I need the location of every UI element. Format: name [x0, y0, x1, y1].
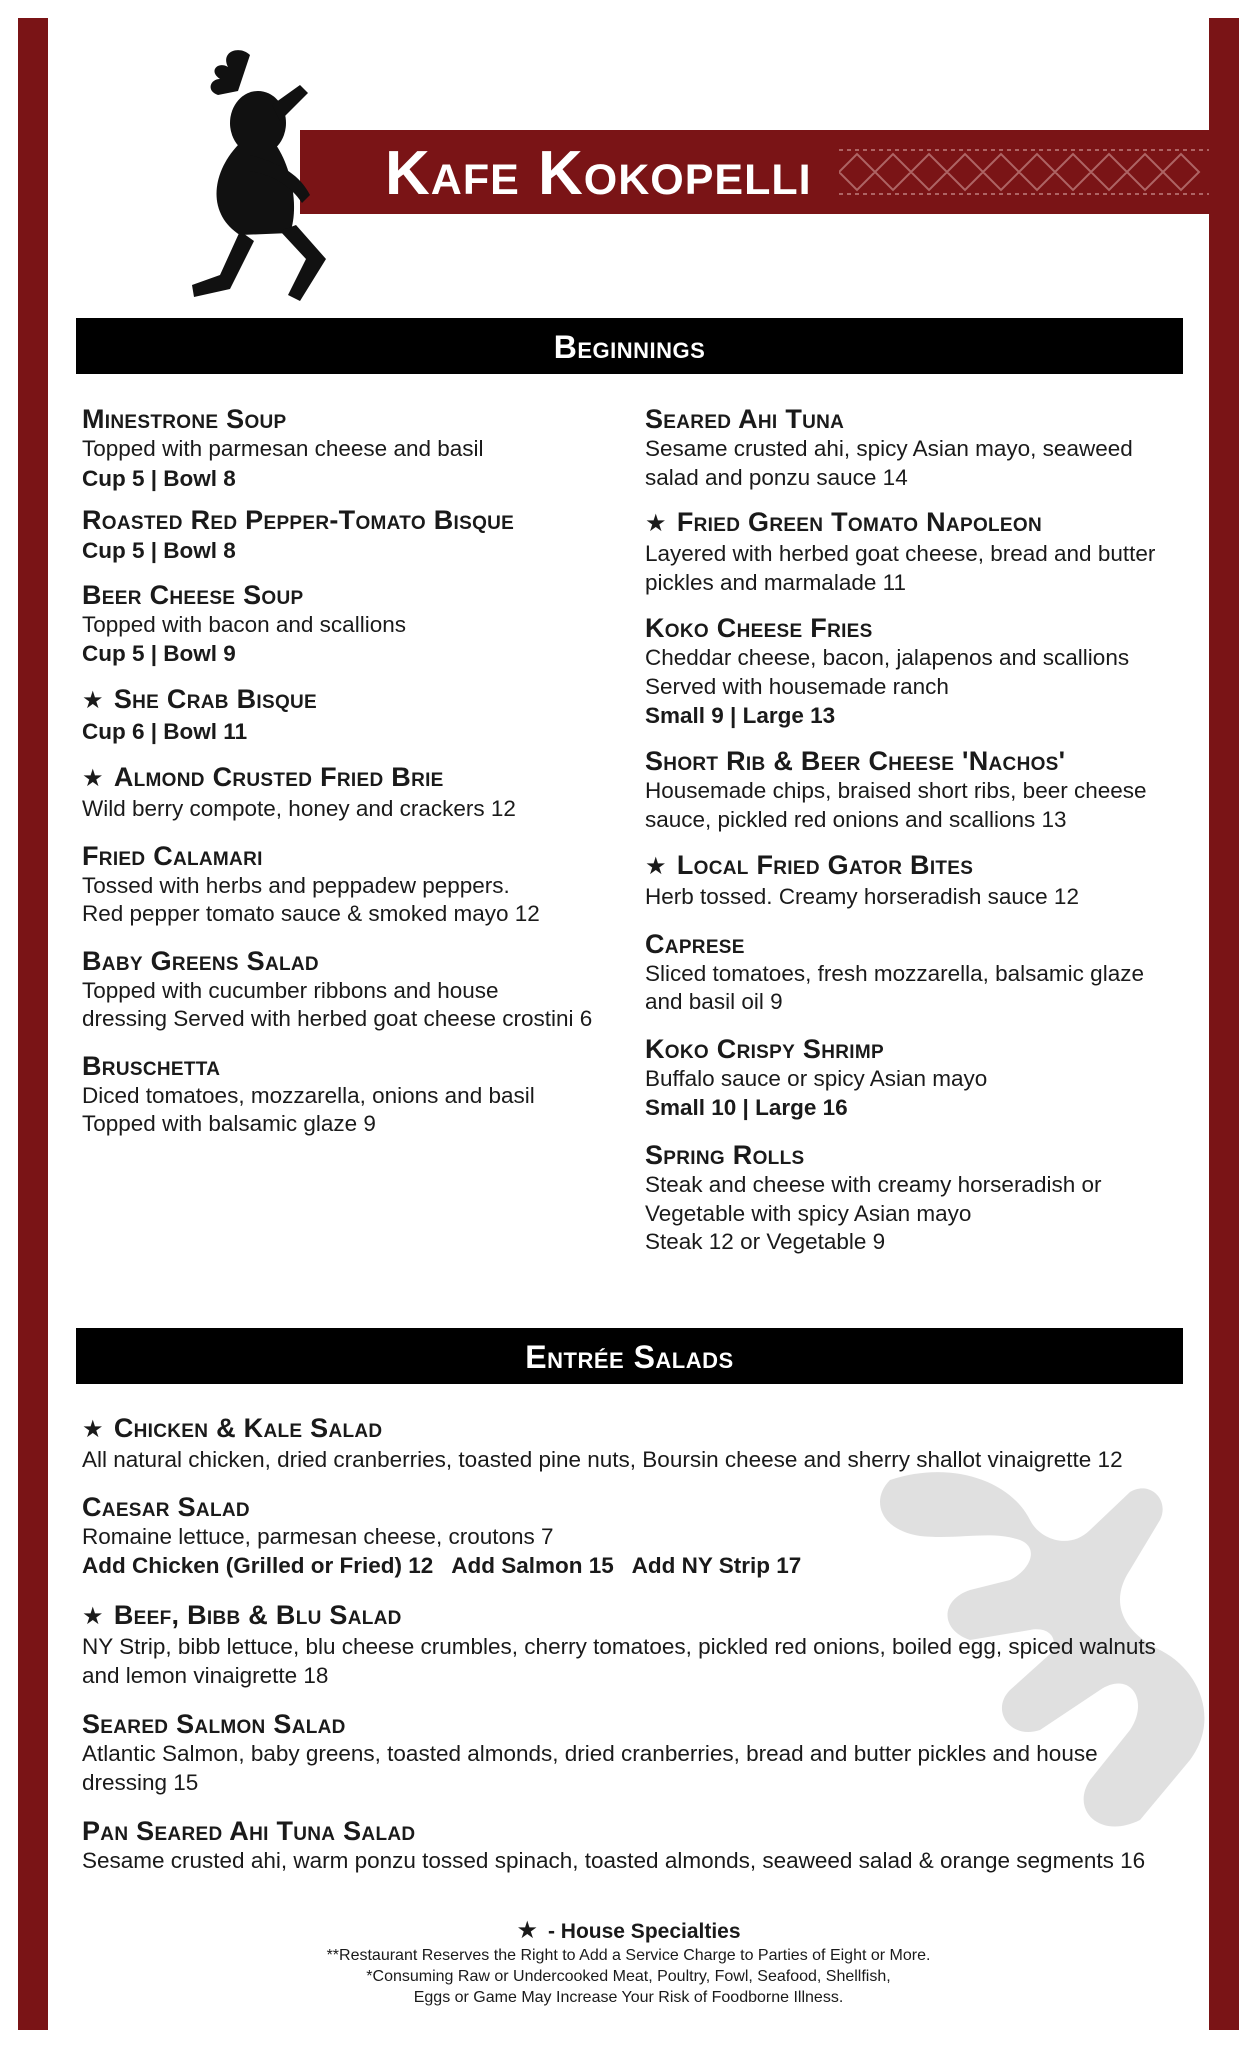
item-desc: Steak and cheese with creamy horseradish or [645, 1172, 1102, 1197]
house-specialty-star-icon: ★ [516, 1917, 538, 1944]
menu-item [645, 1139, 1185, 1257]
left-border-bar [18, 18, 48, 2030]
item-desc: dressing Served with herbed goat cheese crostini 6 [82, 1006, 593, 1031]
menu-item [82, 403, 622, 494]
entree-salads-heading: Entrée Salads [76, 1328, 1183, 1384]
item-name: Pan Seared Ahi Tuna Salad [82, 1816, 416, 1846]
menu-item [82, 1412, 1192, 1475]
item-price: Cup 5 | Bowl 8 [82, 537, 236, 563]
item-name: Beef, Bibb & Blu Salad [113, 1600, 402, 1630]
menu-item [645, 745, 1185, 834]
item-name: Almond Crusted Fried Brie [113, 762, 444, 792]
item-price: Cup 5 | Bowl 8 [82, 465, 236, 491]
item-desc: Topped with bacon and scallions [82, 611, 406, 637]
item-name: Spring Rolls [645, 1140, 805, 1170]
menu-item [82, 1050, 622, 1139]
item-desc: Topped with cucumber ribbons and house [82, 977, 499, 1003]
item-addons: Add Chicken (Grilled or Fried) 12 Add Salmon 15 Add NY Strip 17 [82, 1553, 802, 1578]
item-price: Cup 5 | Bowl 9 [82, 641, 236, 666]
item-name: Seared Ahi Tuna [645, 404, 845, 434]
item-price: Small 9 | Large 13 [645, 703, 836, 728]
house-specialties-label: - House Specialties [547, 1920, 741, 1943]
house-specialties-key [0, 1918, 1257, 1945]
item-name-row [645, 849, 1185, 883]
item-desc: dressing 15 [82, 1769, 199, 1795]
tribal-pattern-icon [839, 136, 1209, 208]
menu-item [82, 579, 622, 670]
item-name: She Crab Bisque [113, 684, 318, 714]
item-name: Roasted Red Pepper-Tomato Bisque [82, 504, 515, 535]
house-specialty-star-icon: ★ [82, 765, 104, 792]
item-name-row [82, 1599, 1192, 1633]
item-name: Bruschetta [82, 1050, 221, 1081]
item-name-row [645, 506, 1185, 540]
item-desc: Sesame crusted ahi, warm ponzu tossed spinach, toasted almonds, seaweed salad & orange segments 16 [82, 1848, 1146, 1873]
item-desc: Herb tossed. Creamy horseradish sauce 12 [645, 884, 1079, 909]
item-price: Cup 6 | Bowl 11 [82, 719, 248, 744]
item-desc: and lemon vinaigrette 18 [82, 1662, 329, 1688]
house-specialty-star-icon: ★ [645, 853, 667, 880]
consumer-advisory-note: Eggs or Game May Increase Your Risk of Foodborne Illness. [413, 1989, 844, 2006]
item-name-row [82, 761, 622, 795]
item-desc: Topped with parmesan cheese and basil [82, 436, 484, 461]
item-name: Beer Cheese Soup [82, 579, 304, 610]
item-name: Koko Crispy Shrimp [645, 1033, 884, 1064]
menu-item [82, 1599, 1192, 1690]
menu-item [82, 945, 622, 1034]
item-desc: Sesame crusted ahi, spicy Asian mayo, seaweed [645, 436, 1133, 461]
item-desc: Housemade chips, braised short ribs, beer cheese [645, 778, 1147, 803]
item-name: Baby Greens Salad [82, 945, 319, 976]
item-desc: salad and ponzu sauce 14 [645, 464, 908, 490]
item-desc: pickles and marmalade 11 [645, 569, 906, 595]
item-name-row [82, 1412, 1192, 1446]
item-desc: Sliced tomatoes, fresh mozzarella, balsamic glaze [645, 960, 1144, 986]
item-desc: Cheddar cheese, bacon, jalapenos and scallions [645, 645, 1130, 670]
house-specialty-star-icon: ★ [82, 1416, 104, 1443]
item-price: Small 10 | Large 16 [645, 1095, 848, 1120]
kokopelli-logo-icon [180, 45, 340, 325]
menu-item [645, 612, 1185, 731]
footer [0, 1918, 1257, 2008]
menu-item [645, 849, 1185, 912]
item-desc: Tossed with herbs and peppadew peppers. [82, 872, 510, 898]
item-desc: Steak 12 or Vegetable 9 [645, 1229, 886, 1254]
page-title: Kafe Kokopelli [385, 139, 812, 208]
item-desc: Diced tomatoes, mozzarella, onions and basil [82, 1082, 535, 1108]
item-desc: Layered with herbed goat cheese, bread and butter [645, 541, 1156, 566]
menu-item [82, 1491, 1192, 1582]
item-name: Fried Green Tomato Napoleon [676, 507, 1043, 537]
menu-item [82, 761, 622, 824]
beginnings-left-column [82, 403, 622, 1139]
menu-item [82, 1815, 1192, 1876]
item-desc: Wild berry compote, honey and crackers 12 [82, 796, 516, 821]
house-specialty-star-icon: ★ [82, 1603, 104, 1630]
beginnings-heading: Beginnings [76, 318, 1183, 374]
item-desc: Served with housemade ranch [645, 673, 949, 699]
consumer-advisory-note: *Consuming Raw or Undercooked Meat, Poultry, Fowl, Seafood, Shellfish, [366, 1968, 891, 1985]
menu-item [82, 840, 622, 929]
item-desc: Atlantic Salmon, baby greens, toasted almonds, dried cranberries, bread and butter pickles and house [82, 1741, 1098, 1766]
item-name: Local Fried Gator Bites [676, 850, 974, 880]
item-name: Caesar Salad [82, 1491, 250, 1522]
menu-item [645, 928, 1185, 1017]
item-desc: Red pepper tomato sauce & smoked mayo 12 [82, 901, 540, 926]
menu-item [82, 1708, 1192, 1797]
item-name: Seared Salmon Salad [82, 1709, 346, 1739]
salads-list [82, 1412, 1192, 1876]
menu-item [82, 683, 622, 747]
service-charge-note: **Restaurant Reserves the Right to Add a Service Charge to Parties of Eight or More. [326, 1947, 931, 1964]
item-desc: Romaine lettuce, parmesan cheese, croutons 7 [82, 1523, 554, 1549]
item-name: Minestrone Soup [82, 404, 287, 434]
menu-item [82, 504, 622, 566]
item-desc: All natural chicken, dried cranberries, toasted pine nuts, Boursin cheese and sherry shallot vinaigrette 12 [82, 1447, 1123, 1472]
item-name: Chicken & Kale Salad [113, 1413, 383, 1443]
item-desc: Vegetable with spicy Asian mayo [645, 1200, 972, 1226]
item-desc: and basil oil 9 [645, 989, 783, 1014]
item-name: Koko Cheese Fries [645, 613, 873, 643]
menu-item [645, 1033, 1185, 1124]
beginnings-right-column [645, 403, 1185, 1257]
house-specialty-star-icon: ★ [645, 510, 667, 537]
item-name: Caprese [645, 928, 745, 959]
menu-item [645, 506, 1185, 597]
item-name: Short Rib & Beer Cheese 'Nachos' [645, 746, 1066, 776]
item-name: Fried Calamari [82, 840, 263, 871]
item-desc: sauce, pickled red onions and scallions 13 [645, 806, 1067, 832]
item-desc: Topped with balsamic glaze 9 [82, 1111, 376, 1136]
item-desc: NY Strip, bibb lettuce, blu cheese crumbles, cherry tomatoes, pickled red onions, boiled egg, spiced walnuts [82, 1634, 1156, 1659]
menu-item [645, 403, 1185, 492]
item-desc: Buffalo sauce or spicy Asian mayo [645, 1065, 988, 1091]
item-name-row [82, 683, 622, 717]
house-specialty-star-icon: ★ [82, 687, 104, 714]
